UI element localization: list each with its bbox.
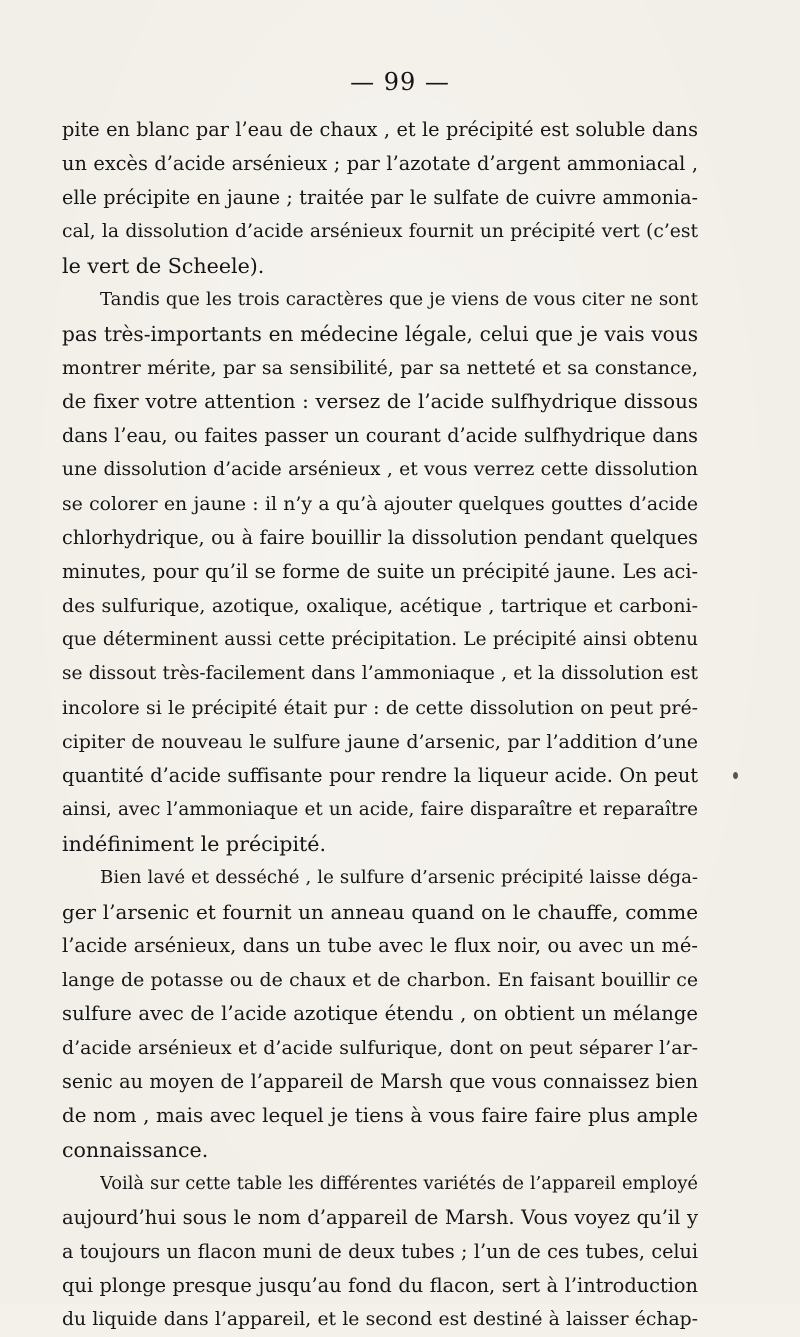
text-line: du liquide dans l’appareil, et le second est destiné à laisser échap-	[62, 1309, 698, 1330]
text-line: que déterminent aussi cette précipitation. Le précipité ainsi obtenu	[62, 629, 698, 650]
text-line: montrer mérite, par sa sensibilité, par sa netteté et sa constance,	[62, 357, 698, 379]
text-line: indéfiniment le précipité.	[62, 832, 327, 856]
text-line: se colorer en jaune : il n’y a qu’à ajouter quelques gouttes d’acide	[62, 493, 698, 515]
text-line: des sulfurique, azotique, oxalique, acétique , tartrique et carboni-	[62, 595, 698, 617]
ink-speck	[733, 772, 738, 779]
text-line: elle précipite en jaune ; traitée par le sulfate de cuivre ammonia-	[62, 186, 698, 209]
text-line: quantité d’acide suffisante pour rendre la liqueur acide. On peut	[62, 764, 698, 787]
text-line: cal, la dissolution d’acide arsénieux fournit un précipité vert (c’est	[62, 221, 698, 242]
text-line: incolore si le précipité était pur : de cette dissolution on peut pré-	[62, 697, 698, 719]
text-line: Bien lavé et desséché , le sulfure d’arsenic précipité laisse déga-	[100, 867, 698, 888]
text-line: senic au moyen de l’appareil de Marsh que vous connaissez bien	[62, 1070, 698, 1093]
text-line: le vert de Scheele).	[62, 254, 265, 278]
text-line: Tandis que les trois caractères que je viens de vous citer ne sont	[100, 289, 698, 310]
text-line: connaissance.	[62, 1138, 209, 1162]
text-line: dans l’eau, ou faites passer un courant d’acide sulfhydrique dans	[62, 424, 698, 447]
text-line: pite en blanc par l’eau de chaux , et le précipité est soluble dans	[62, 118, 698, 141]
text-line: ainsi, avec l’ammoniaque et un acide, faire disparaître et reparaître	[62, 799, 698, 820]
text-line: un excès d’acide arsénieux ; par l’azotate d’argent ammoniacal ,	[62, 152, 698, 175]
text-line: cipiter de nouveau le sulfure jaune d’arsenic, par l’addition d’une	[62, 731, 698, 753]
text-line: l’acide arsénieux, dans un tube avec le flux noir, ou avec un mé-	[62, 934, 698, 957]
text-line: a toujours un flacon muni de deux tubes ; l’un de ces tubes, celui	[62, 1240, 698, 1263]
text-line: de fixer votre attention : versez de l’acide sulfhydrique dissous	[62, 390, 698, 413]
text-line: Voilà sur cette table les différentes variétés de l’appareil employé	[100, 1173, 698, 1194]
text-line: d’acide arsénieux et d’acide sulfurique, dont on peut séparer l’ar-	[62, 1037, 698, 1059]
text-line: chlorhydrique, ou à faire bouillir la dissolution pendant quelques	[62, 526, 698, 549]
text-line: sulfure avec de l’acide azotique étendu , on obtient un mélange	[62, 1002, 698, 1025]
text-line: une dissolution d’acide arsénieux , et vous verrez cette dissolution	[62, 459, 698, 480]
text-line: pas très-importants en médecine légale, celui que je vais vous	[62, 322, 698, 346]
text-line: aujourd’hui sous le nom d’appareil de Marsh. Vous voyez qu’il y	[62, 1206, 698, 1229]
text-line: de nom , mais avec lequel je tiens à vous faire faire plus ample	[62, 1104, 698, 1127]
text-line: lange de potasse ou de chaux et de charbon. En faisant bouillir ce	[62, 969, 698, 991]
text-line: qui plonge presque jusqu’au fond du flacon, sert à l’introduction	[62, 1274, 698, 1297]
text-line: minutes, pour qu’il se forme de suite un précipité jaune. Les aci-	[62, 560, 698, 583]
text-line: ger l’arsenic et fournit un anneau quand on le chauffe, comme	[62, 900, 698, 924]
text-line: se dissout très-facilement dans l’ammoniaque , et la dissolution est	[62, 663, 698, 684]
page-number: — 99 —	[350, 68, 450, 96]
